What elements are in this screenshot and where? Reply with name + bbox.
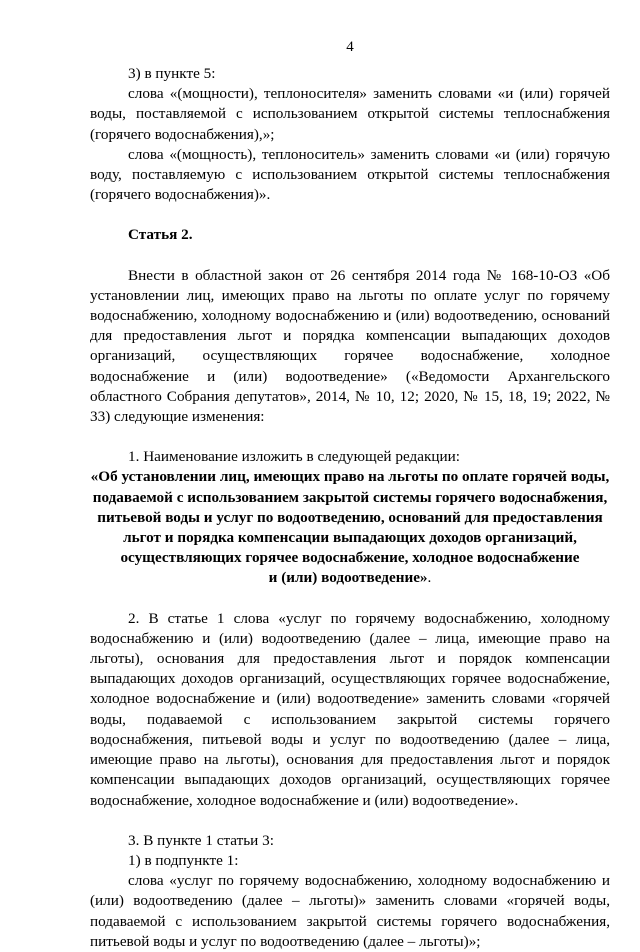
new-title-block <box>90 467 610 588</box>
new-title-last-bold: и (или) водоотведение» <box>268 569 428 587</box>
new-title-line: питьевой воды и услуг по водоотведению, оснований для предоставления <box>97 508 603 526</box>
new-title-last-line <box>90 568 610 588</box>
article-2-intro: Внести в областной закон от 26 сентября 2014 года № 168-10-ОЗ «Об установлении лиц, имеющих право на льготы по оплате услуг по горячему водоснабжению, холодному водоснабжению и (или) водоотведению, оснований для предоставления льгот и порядка компенсации выпадающих доходов организаций, осуществляющих горячее водоснабжение, холодное водоснабжение и (или) водоотведение» («Ведомости Архангельского областного Собрания депутатов», 2014, № 10, 12; 2020, № 15, 18, 19; 2022, № 33) следующие изменения: <box>90 266 610 426</box>
new-title-line: льгот и порядка компенсации выпадающих доходов организаций, <box>123 529 577 547</box>
item-2-text: 2. В статье 1 слова «услуг по горячему водоснабжению, холодному водоснабжению и (или) водоотведению (далее – лица, имеющие право на льготы), основания для предоставления льгот и порядок компенсации выпадающих доходов организаций, осуществляющих горячее водоснабжение, холодное водоснабжение и (или) водоотведение» заменить словами «горячей воды, подаваемой с использованием закрытой системы горячего водоснабжения, питьевой воды и услуг по водоотведению (далее – лица, имеющие право на льготы), основания для предоставления льгот и порядок компенсации выпадающих доходов организаций, осуществляющих горячее водоснабжение, холодное водоснабжение и (или) водоотведение». <box>90 609 610 809</box>
new-title-line: «Об установлении лиц, имеющих право на льготы по оплате горячей воды, <box>90 468 610 486</box>
item-3-sub-1: 1) в подпункте 1: <box>128 851 239 869</box>
new-title-line: подаваемой с использованием закрытой системы горячего водоснабжения, <box>92 488 608 506</box>
paragraph-3a: слова «(мощности), теплоносителя» заменить словами «и (или) горячей воды, поставляемой с использованием открытой системы теплоснабжения (горячего водоснабжения),»; <box>90 85 610 143</box>
article-2-heading: Статья 2. <box>128 226 193 244</box>
section-3-item: 3) в пункте 5: <box>128 65 216 82</box>
paragraph-3b: слова «(мощность), теплоноситель» заменить словами «и (или) горячую воду, поставляемую с использованием открытой системы теплоснабжения (горячего водоснабжения)». <box>90 145 610 204</box>
item-3-sub-1-text: слова «услуг по горячему водоснабжению, холодному водоснабжению и (или) водоотведению (далее – льготы)» заменить словами «горячей воды, подаваемой с использованием закрытой системы горячего водоснабжения, питьевой воды и услуг по водоотведению (далее – льготы)»; <box>90 872 610 950</box>
item-3-text: 3. В пункте 1 статьи 3: <box>128 831 274 849</box>
item-1-text: 1. Наименование изложить в следующей редакции: <box>128 448 460 466</box>
page-number: 4 <box>346 39 354 55</box>
document-body <box>90 64 610 952</box>
new-title-last-tail: . <box>427 569 432 587</box>
new-title-line: осуществляющих горячее водоснабжение, холодное водоснабжение <box>120 549 580 567</box>
document-page <box>90 0 610 950</box>
